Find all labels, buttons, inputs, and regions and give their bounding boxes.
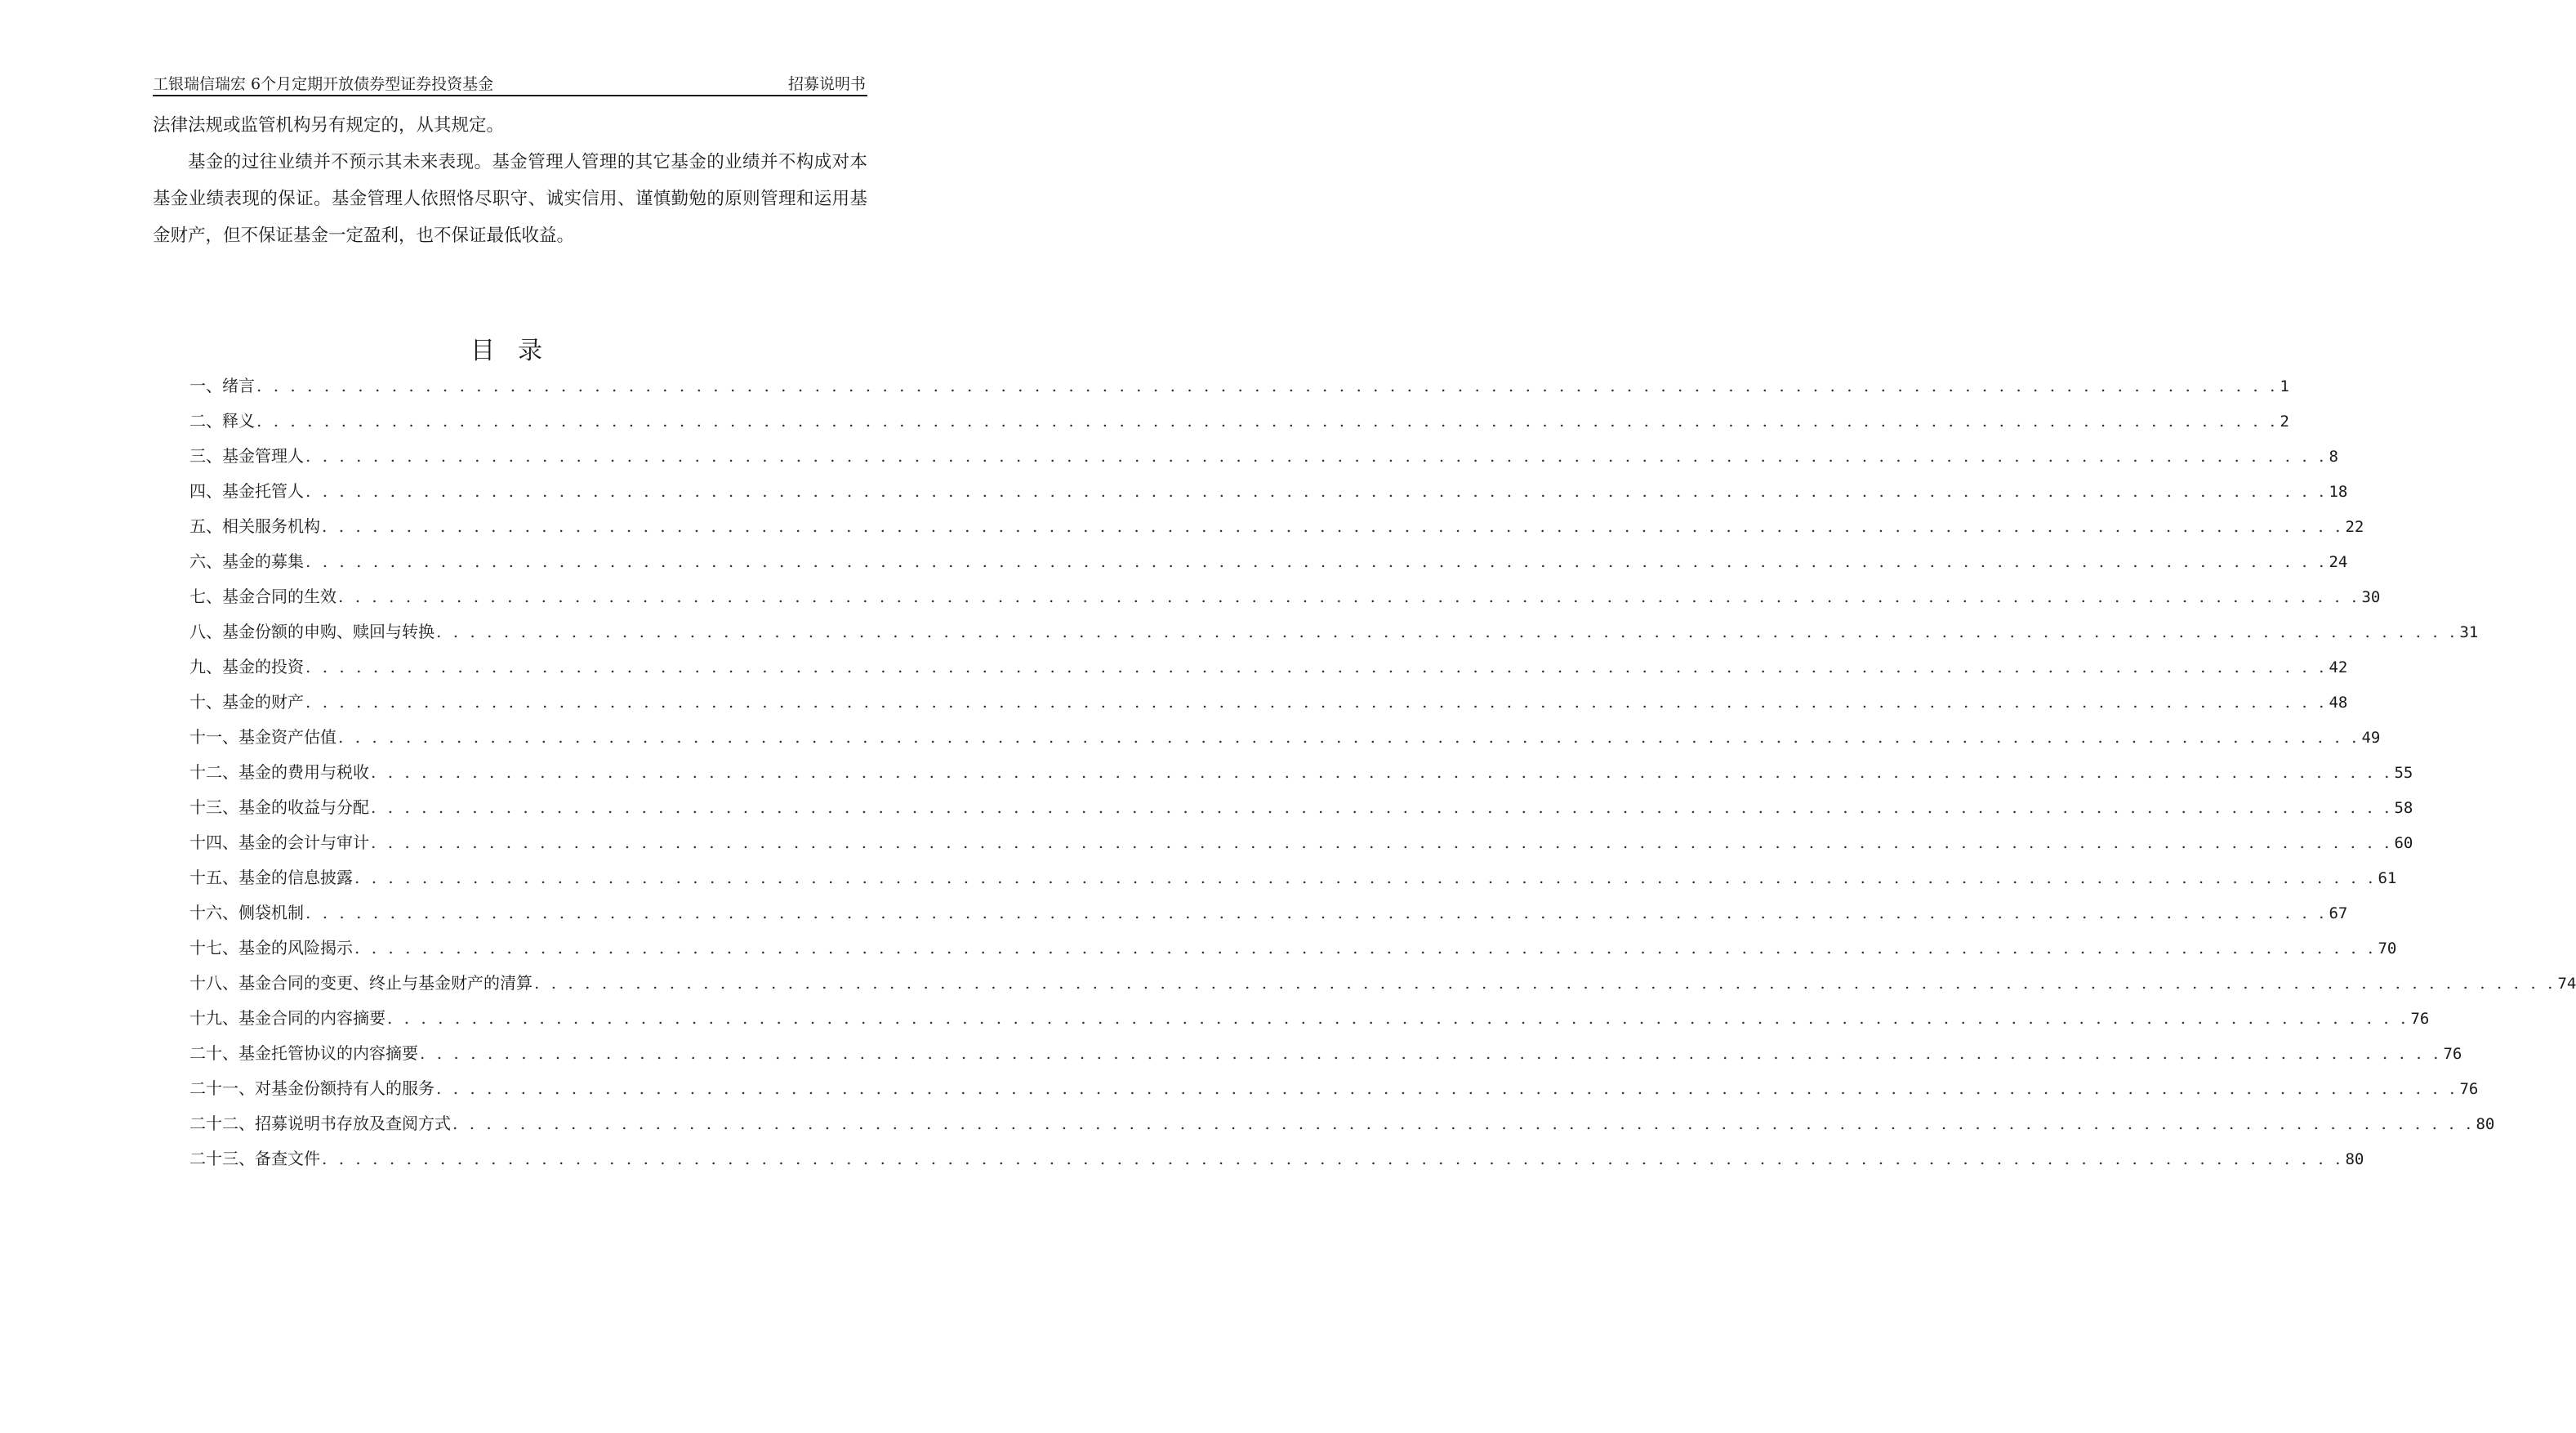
toc-entry-page: 42 [2329,658,2348,676]
toc-entry[interactable] [189,1040,2462,1075]
toc-dot-leader: . . . . . . . . . . . . . . . . . . . . . . . . . . . . . . . . . . . . . . . . . . . . . . . . . . . . . . . . . . . . . . . . . . . . . . . . . . . . . . . . . . . . . . . . . . . . . . . . . . . . . . . . . . . . . . . . . . . . . . . . [305,446,2328,466]
toc-entry-page: 8 [2329,448,2338,466]
toc-entry-page: 30 [2361,588,2381,606]
toc-dot-leader: . . . . . . . . . . . . . . . . . . . . . . . . . . . . . . . . . . . . . . . . . . . . . . . . . . . . . . . . . . . . . . . . . . . . . . . . . . . . . . . . . . . . . . . . . . . . . . . . . . . . . . . . . . . . . . . . . . . . . . . . [338,587,2360,606]
toc-entry-label: 十一、基金资产估值 [189,727,336,747]
toc-entry-page: 80 [2345,1150,2364,1168]
toc-entry-page: 67 [2329,904,2348,922]
toc-dot-leader: . . . . . . . . . . . . . . . . . . . . . . . . . . . . . . . . . . . . . . . . . . . . . . . . . . . . . . . . . . . . . . . . . . . . . . . . . . . . . . . . . . . . . . . . . . . . . . . . . . . . . . . . . . . . . . . . . . . . . . . . [305,657,2328,676]
toc-entry-page: 1 [2280,377,2289,395]
toc-dot-leader: . . . . . . . . . . . . . . . . . . . . . . . . . . . . . . . . . . . . . . . . . . . . . . . . . . . . . . . . . . . . . . . . . . . . . . . . . . . . . . . . . . . . . . . . . . . . . . . . . . . . . . . . . . . . . . . . . . . . . . . . [354,868,2377,887]
toc-dot-leader: . . . . . . . . . . . . . . . . . . . . . . . . . . . . . . . . . . . . . . . . . . . . . . . . . . . . . . . . . . . . . . . . . . . . . . . . . . . . . . . . . . . . . . . . . . . . . . . . . . . . . . . . . . . . . . . . . . . . . . . . [305,551,2328,571]
toc-entry-page: 74 [2557,975,2576,993]
toc-entry[interactable] [189,900,2348,935]
toc-entry[interactable] [189,1075,2479,1110]
toc-entry[interactable] [189,478,2348,513]
toc-entry[interactable] [189,864,2397,900]
toc-entry[interactable] [189,373,2289,408]
document-type: 招募说明书 [787,75,866,93]
toc-dot-leader: . . . . . . . . . . . . . . . . . . . . . . . . . . . . . . . . . . . . . . . . . . . . . . . . . . . . . . . . . . . . . . . . . . . . . . . . . . . . . . . . . . . . . . . . . . . . . . . . . . . . . . . . . . . . . . . . . . . . . . . . [420,1043,2442,1063]
toc-entry-label: 十四、基金的会计与审计 [189,833,369,852]
toc-entry[interactable] [189,618,2479,654]
toc-entry[interactable] [189,759,2413,794]
toc-entry-page: 22 [2345,518,2364,536]
paragraph-regulations: 法律法规或监管机构另有规定的，从其规定。 [153,115,505,136]
toc-entry[interactable] [189,724,2381,759]
toc-dot-leader: . . . . . . . . . . . . . . . . . . . . . . . . . . . . . . . . . . . . . . . . . . . . . . . . . . . . . . . . . . . . . . . . . . . . . . . . . . . . . . . . . . . . . . . . . . . . . . . . . . . . . . . . . . . . . . . . . . . . . . . . [256,411,2279,431]
toc-dot-leader: . . . . . . . . . . . . . . . . . . . . . . . . . . . . . . . . . . . . . . . . . . . . . . . . . . . . . . . . . . . . . . . . . . . . . . . . . . . . . . . . . . . . . . . . . . . . . . . . . . . . . . . . . . . . . . . . . . . . . . . . [338,727,2360,747]
body-text [153,107,867,254]
toc-dot-leader: . . . . . . . . . . . . . . . . . . . . . . . . . . . . . . . . . . . . . . . . . . . . . . . . . . . . . . . . . . . . . . . . . . . . . . . . . . . . . . . . . . . . . . . . . . . . . . . . . . . . . . . . . . . . . . . . . . . . . . . . [371,797,2393,817]
toc-dot-leader: . . . . . . . . . . . . . . . . . . . . . . . . . . . . . . . . . . . . . . . . . . . . . . . . . . . . . . . . . . . . . . . . . . . . . . . . . . . . . . . . . . . . . . . . . . . . . . . . . . . . . . . . . . . . . . . . . . . . . . . . [354,938,2377,958]
toc-entry-page: 55 [2394,764,2413,782]
toc-entry-page: 70 [2378,940,2397,958]
toc-entry-label: 十二、基金的费用与税收 [189,762,369,782]
toc-entry[interactable] [189,513,2364,548]
toc-entry[interactable] [189,794,2413,829]
toc-entry-page: 48 [2329,694,2348,712]
toc-entry[interactable] [189,689,2348,724]
toc-entry-label: 一、绪言 [189,376,255,395]
toc-entry-page: 2 [2280,413,2289,431]
toc-dot-leader: . . . . . . . . . . . . . . . . . . . . . . . . . . . . . . . . . . . . . . . . . . . . . . . . . . . . . . . . . . . . . . . . . . . . . . . . . . . . . . . . . . . . . . . . . . . . . . . . . . . . . . . . . . . . . . . . . . . . . . . . [436,1078,2458,1098]
toc-entry-label: 三、基金管理人 [189,446,304,466]
toc-entry-label: 二十二、招募说明书存放及查阅方式 [189,1114,451,1133]
toc-entry-label: 十八、基金合同的变更、终止与基金财产的清算 [189,973,533,993]
toc-entry-label: 十、基金的财产 [189,692,304,712]
toc-entry[interactable] [189,970,2576,1005]
toc-dot-leader: . . . . . . . . . . . . . . . . . . . . . . . . . . . . . . . . . . . . . . . . . . . . . . . . . . . . . . . . . . . . . . . . . . . . . . . . . . . . . . . . . . . . . . . . . . . . . . . . . . . . . . . . . . . . . . . . . . . . . . . . [387,1008,2409,1028]
toc-dot-leader: . . . . . . . . . . . . . . . . . . . . . . . . . . . . . . . . . . . . . . . . . . . . . . . . . . . . . . . . . . . . . . . . . . . . . . . . . . . . . . . . . . . . . . . . . . . . . . . . . . . . . . . . . . . . . . . . . . . . . . . . [322,516,2344,536]
toc-entry-label: 六、基金的募集 [189,551,304,571]
toc-entry-label: 二十一、对基金份额持有人的服务 [189,1078,435,1098]
toc-dot-leader: . . . . . . . . . . . . . . . . . . . . . . . . . . . . . . . . . . . . . . . . . . . . . . . . . . . . . . . . . . . . . . . . . . . . . . . . . . . . . . . . . . . . . . . . . . . . . . . . . . . . . . . . . . . . . . . . . . . . . . . . [436,622,2458,641]
toc-entry[interactable] [189,654,2348,689]
toc-dot-leader: . . . . . . . . . . . . . . . . . . . . . . . . . . . . . . . . . . . . . . . . . . . . . . . . . . . . . . . . . . . . . . . . . . . . . . . . . . . . . . . . . . . . . . . . . . . . . . . . . . . . . . . . . . . . . . . . . . . . . . . . [322,1149,2344,1168]
toc-entry-page: 24 [2329,553,2348,571]
toc-entry[interactable] [189,1145,2364,1181]
toc-dot-leader: . . . . . . . . . . . . . . . . . . . . . . . . . . . . . . . . . . . . . . . . . . . . . . . . . . . . . . . . . . . . . . . . . . . . . . . . . . . . . . . . . . . . . . . . . . . . . . . . . . . . . . . . . . . . . . . . . . . . . . . . [371,833,2393,852]
toc-entry-label: 十五、基金的信息披露 [189,868,353,887]
toc-entry-label: 十六、侧袋机制 [189,903,304,922]
toc-dot-leader: . . . . . . . . . . . . . . . . . . . . . . . . . . . . . . . . . . . . . . . . . . . . . . . . . . . . . . . . . . . . . . . . . . . . . . . . . . . . . . . . . . . . . . . . . . . . . . . . . . . . . . . . . . . . . . . . . . . . . . . . [305,692,2328,712]
toc-dot-leader: . . . . . . . . . . . . . . . . . . . . . . . . . . . . . . . . . . . . . . . . . . . . . . . . . . . . . . . . . . . . . . . . . . . . . . . . . . . . . . . . . . . . . . . . . . . . . . . . . . . . . . . . . . . . . . . . . . . . . . . . [534,973,2556,993]
toc-entry-page: 18 [2329,483,2348,501]
toc-title: 目录 [470,337,565,365]
toc-entry[interactable] [189,548,2348,583]
toc-entry-page: 76 [2410,1010,2430,1028]
toc-entry-page: 76 [2443,1045,2462,1063]
toc-dot-leader: . . . . . . . . . . . . . . . . . . . . . . . . . . . . . . . . . . . . . . . . . . . . . . . . . . . . . . . . . . . . . . . . . . . . . . . . . . . . . . . . . . . . . . . . . . . . . . . . . . . . . . . . . . . . . . . . . . . . . . . . [305,481,2328,501]
toc-entry-page: 61 [2378,869,2397,887]
toc-entry[interactable] [189,1110,2495,1145]
toc-dot-leader: . . . . . . . . . . . . . . . . . . . . . . . . . . . . . . . . . . . . . . . . . . . . . . . . . . . . . . . . . . . . . . . . . . . . . . . . . . . . . . . . . . . . . . . . . . . . . . . . . . . . . . . . . . . . . . . . . . . . . . . . [305,903,2328,922]
toc-entry-page: 60 [2394,834,2413,852]
toc-entry-label: 二十、基金托管协议的内容摘要 [189,1043,418,1063]
toc-entry-page: 49 [2361,729,2381,747]
toc-entry-label: 八、基金份额的申购、赎回与转换 [189,622,435,641]
toc-entry-label: 四、基金托管人 [189,481,304,501]
toc-dot-leader: . . . . . . . . . . . . . . . . . . . . . . . . . . . . . . . . . . . . . . . . . . . . . . . . . . . . . . . . . . . . . . . . . . . . . . . . . . . . . . . . . . . . . . . . . . . . . . . . . . . . . . . . . . . . . . . . . . . . . . . . [256,376,2279,395]
toc-entry[interactable] [189,583,2381,618]
toc-entry[interactable] [189,829,2413,864]
toc-entry-label: 九、基金的投资 [189,657,304,676]
toc-entry-label: 十七、基金的风险揭示 [189,938,353,958]
toc-dot-leader: . . . . . . . . . . . . . . . . . . . . . . . . . . . . . . . . . . . . . . . . . . . . . . . . . . . . . . . . . . . . . . . . . . . . . . . . . . . . . . . . . . . . . . . . . . . . . . . . . . . . . . . . . . . . . . . . . . . . . . . . [452,1114,2475,1133]
paragraph-disclaimer: 基金的过往业绩并不预示其未来表现。基金管理人管理的其它基金的业绩并不构成对本基金业绩表现的保证。基金管理人依照恪尽职守、诚实信用、谨慎勤勉的原则管理和运用基金财产，但不保证基金一定盈利，也不保证最低收益。 [153,152,867,246]
toc-entry[interactable] [189,1005,2430,1040]
toc-entry-page: 31 [2459,623,2479,641]
toc-entry-label: 二十三、备查文件 [189,1149,320,1168]
document-title: 工银瑞信瑞宏 6个月定期开放债券型证券投资基金 [153,75,494,93]
toc-dot-leader: . . . . . . . . . . . . . . . . . . . . . . . . . . . . . . . . . . . . . . . . . . . . . . . . . . . . . . . . . . . . . . . . . . . . . . . . . . . . . . . . . . . . . . . . . . . . . . . . . . . . . . . . . . . . . . . . . . . . . . . . [371,762,2393,782]
toc-entry[interactable] [189,935,2397,970]
toc-entry-page: 58 [2394,799,2413,817]
toc-entry[interactable] [189,443,2338,478]
toc-entry-page: 80 [2476,1115,2495,1133]
page-header [153,70,867,96]
toc-entry-label: 二、释义 [189,411,255,431]
toc-entry-page: 76 [2459,1080,2479,1098]
toc-entry-label: 十九、基金合同的内容摘要 [189,1008,386,1028]
toc-entry-label: 七、基金合同的生效 [189,587,336,606]
table-of-contents [189,373,2576,1181]
toc-entry[interactable] [189,408,2289,443]
toc-entry-label: 五、相关服务机构 [189,516,320,536]
toc-entry-label: 十三、基金的收益与分配 [189,797,369,817]
